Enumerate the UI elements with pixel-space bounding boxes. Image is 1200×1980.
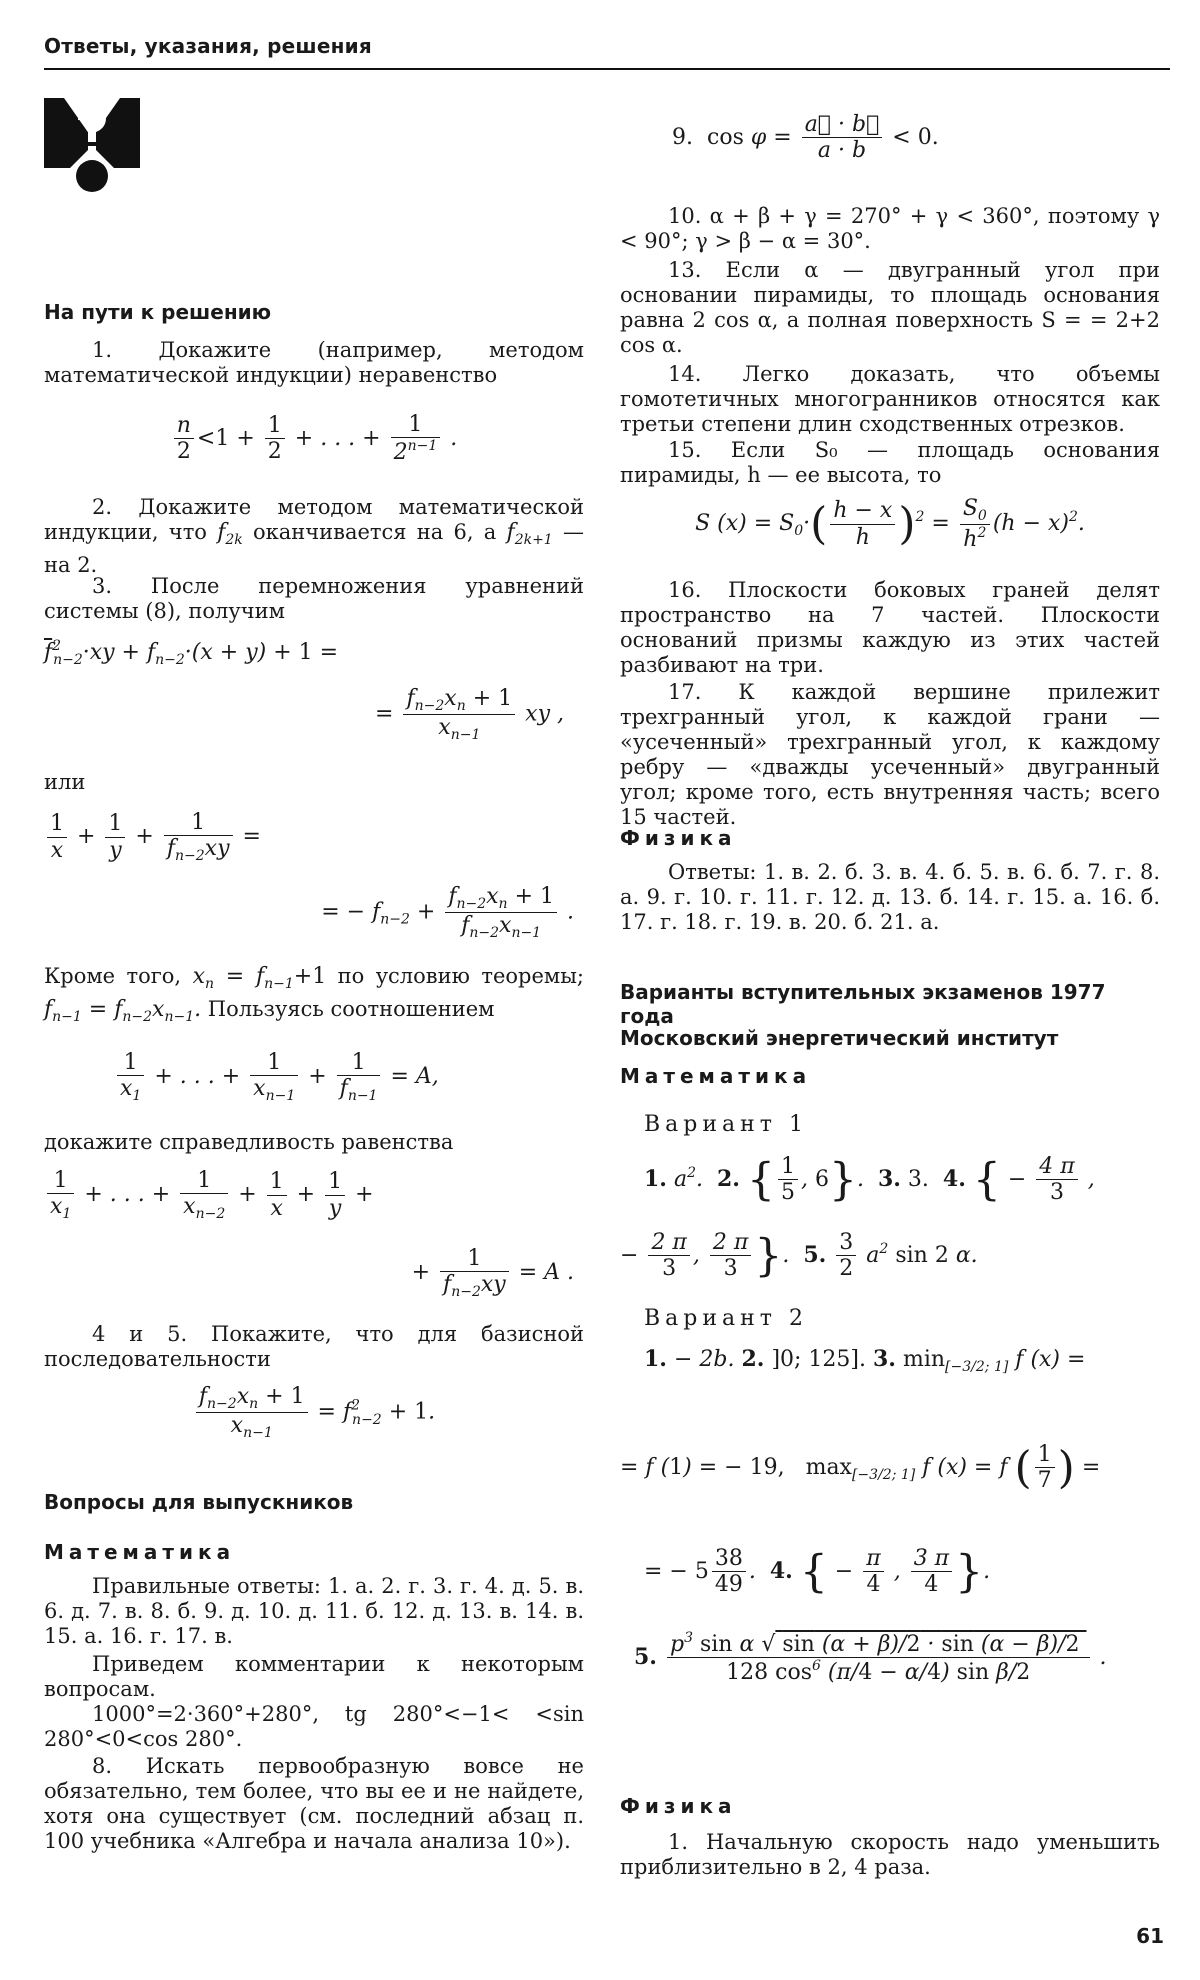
relation-formula: $\frac{1}{x_1}$ + . . . + $\frac{1}{x_{n-1}}$ + $\frac{1}{f_{n-1}}$ = A, [114,1050,584,1104]
running-header: Ответы, указания, решения [44,34,1170,70]
or-word: или [44,770,86,794]
equality-formula-line1: $\frac{1}{x_1}$ + . . . + $\frac{1}{x_{n-2}}$ + $\frac{1}{x}$ + $\frac{1}{y}$ + [44,1168,584,1222]
exams-title: Варианты вступительных экзаменов 1977 года [620,980,1106,1028]
variant-1-title: Вариант 1 [644,1112,808,1137]
item-4-5-text: 4 и 5. Покажите, что для базисной последовательности [44,1322,584,1371]
item-13-text: 13. Если α — двугранный угол при основании пирамиды, то площадь основания равна 2 cos α, а полная поверхность S = = 2+2 cos α. [620,258,1160,357]
inequality-formula: $\frac{n}{2}$ <1 + $\frac{1}{2}$ + . . . + $\frac{1}{2^{n-1}}$ . [44,412,584,466]
variant-2-answers-line2: = f (1) = − 19, $\max_{[-3/2; 1]} f$ (x) = f ( $\frac{1}{7}$ ) = [620,1442,1101,1494]
item-1-text: 1. Докажите (например, методом математической индукции) неравенство [44,338,584,387]
item-15-text: 15. Если S₀ — площадь основания пирамиды, h — ее высота, то [620,438,1160,487]
math-title-right: Математика [620,1064,812,1088]
physics-title-2: Физика [620,1794,737,1818]
item-14-text: 14. Легко доказать, что объемы гомотетичных многогранников относятся как третьи степени длин сходственных отрезков. [620,362,1160,436]
equality-formula-line2: + $\frac{1}{f_{n-2}xy}$ = A . [411,1246,574,1301]
basis-formula: $\frac{f_{n-2}x_n + 1}{x_{n-1}}$ = $f^2_{n-2} + 1$. [44,1384,584,1441]
prove-text: докажите справедливость равенства [44,1130,454,1154]
item-3-text: 3. После перемножения уравнений системы (8), получим [44,574,584,623]
item-15-formula: S $(x) = S_0\cdot$( $\frac{h - x}{h}$ )$^2$ = $\frac{S_0}{h^2}$ $(h - x)^2$. [695,496,1085,553]
product-formula-line2: = $\frac{f_{n-2}x_n + 1}{x_{n-1}}$ xy , [375,686,564,744]
institute-title: Московский энергетический институт [620,1026,1059,1050]
item-8-comment: 8. Искать первообразную вовсе не обязательно, тем более, что вы ее и не найдете, хотя она существует (см. последний абзац п. 100 учебника «Алгебра и начала анализа 10»). [44,1754,584,1853]
variant-1-answers-line2: − $\frac{2 \pi}{3}$ , $\frac{2 \pi}{3}$ }. 5. $\frac{3}{2}$ $a^2$ sin 2 α. [620,1230,978,1282]
product-formula-line1: $\overline{f}^2_{n-2}\cdot xy + f_{n-2}\cdot(x + y) + 1$ = [44,638,339,668]
section-title-graduates: Вопросы для выпускников [44,1490,354,1514]
physics-item-1: 1. Начальную скорость надо уменьшить приблизительно в 2, 4 раза. [620,1830,1160,1879]
physics-answers: Ответы: 1. в. 2. б. 3. в. 4. б. 5. в. 6. б. 7. г. 8. а. 9. г. 10. г. 11. г. 12. д. 13. б. 14. г. 15. а. 16. б. 17. г. 18. г. 19. в. 20. б. 21. а. [620,860,1160,934]
variant-1-answers-line1: 1. $a^2$. 2. { $\frac{1}{5}$ , 6}. 3. 3. 4. { − $\frac{4 \pi}{3}$ , [644,1154,1095,1206]
variant-2-answer-5: 5. $\frac{p^3 \sin \alpha √ \sin (\alpha + \beta)/2 \cdot \sin (\alpha - \beta)/2}{128 \cos^6 (\pi/4 - \alpha/4) \sin \beta/2}$ . [634,1630,1107,1686]
item-16-text: 16. Плоскости боковых граней делят пространство на 7 частей. Плоскости оснований призмы каждую из этих частей разбивают на три. [620,578,1160,677]
variant-2-title: Вариант 2 [644,1306,808,1331]
math-title-left: Математика [44,1540,236,1564]
sum-formula-line2: = − $f_{n-2}$ + $\frac{f_{n-2}x_n + 1}{f_{n-2}x_{n-1}}$ . [321,884,574,942]
comments-text: Приведем комментарии к некоторым вопросам. [44,1652,584,1701]
item-5-comment: 1000°=2·360°+280°, tg 280°<−1< <sin 280°<0<cos 280°. [44,1702,584,1751]
math-answers: Правильные ответы: 1. а. 2. г. 3. г. 4. д. 5. в. 6. д. 7. в. 8. б. 9. д. 10. д. 11. б. 12. д. 13. в. 14. в. 15. а. 16. г. 17. в. [44,1574,584,1648]
sum-formula-line1: $\frac{1}{x}$ + $\frac{1}{y}$ + $\frac{1}{f_{n-2}xy}$ = [44,810,584,864]
item-10-text: 10. α + β + γ = 270° + γ < 360°, поэтому γ < 90°; γ > β − α = 30°. [620,204,1160,253]
page-number: 61 [1136,1924,1164,1948]
item-17-text: 17. К каждой вершине прилежит трехгранный угол, к каждой грани — «усеченный» трехгранный угол, к каждому ребру — «дважды усеченный» двугранный угол; кроме того, есть внутренняя часть; всего 15 частей. [620,680,1160,829]
item-2-text: 2. Докажите методом математической индукции, что $f_{2k}$ оканчивается на 6, а $f_{2k+1}$ — на 2. [44,495,584,577]
question-mark-logo-icon [44,98,140,194]
item-9-formula: 9. cos φ = $\frac{a⃗ \cdot b⃗}{a \cdot b}$ < 0. [672,112,939,164]
variant-2-answers-line1: 1. − 2b. 2. ]0; 125]. 3. $\min_{[-3/2; 1]} f$ (x) = [644,1346,1086,1375]
variant-2-answers-line3: = − 5 $\frac{38}{49}$ . 4. { − $\frac{\pi}{4}$ , $\frac{3 \pi}{4}$ }. [644,1546,991,1598]
physics-title: Физика [620,826,737,850]
condition-text: Кроме того, $x_n = f_{n-1}+1$ по условию теоремы; $f_{n-1} = f_{n-2}x_{n-1}$. Пользуясь соотношением [44,964,585,1025]
section-title-solution: На пути к решению [44,300,272,324]
